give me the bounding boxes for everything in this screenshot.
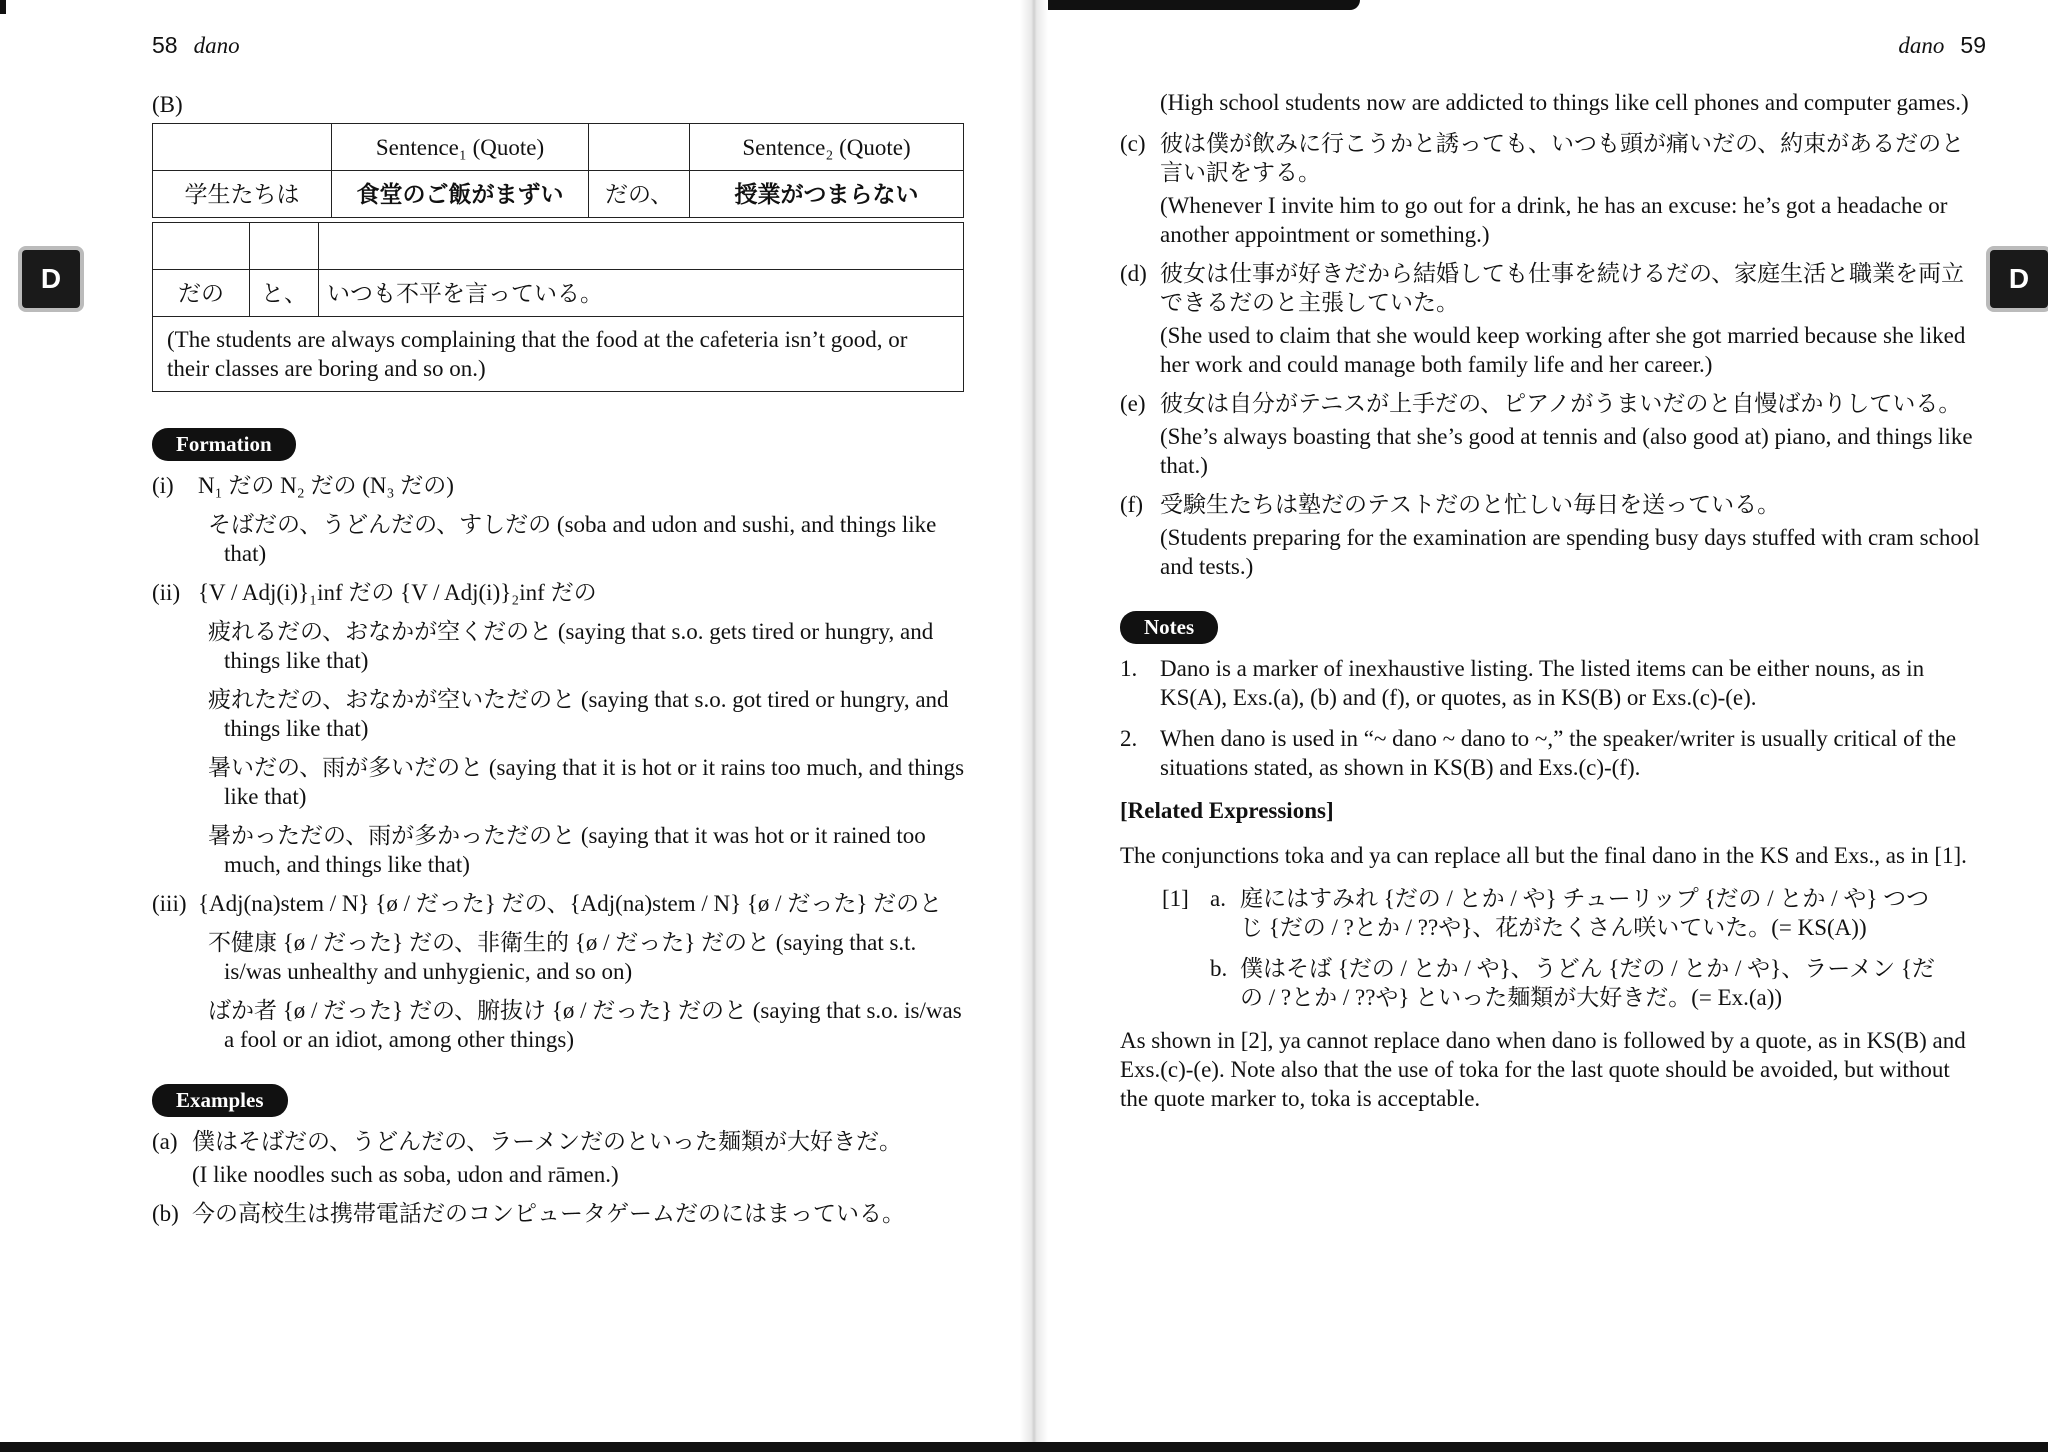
- left-content: [152, 90, 972, 1238]
- table-translation: (The students are always complaining that the food at the cafeteria isn’t good, or their classes are boring and so on.): [153, 317, 964, 392]
- related-intro: The conjunctions toka and ya can replace all but the final dano in the KS and Exs., as in [1].: [1120, 843, 1967, 868]
- example-item: [1120, 129, 1982, 249]
- example-marker: (e): [1120, 391, 1146, 416]
- note-marker: 1.: [1120, 656, 1138, 681]
- list-item: [1162, 954, 1982, 983]
- formation-example: 疲れただの、おなかが空いただのと (saying that s.o. got tired or hungry, and things like that): [208, 687, 949, 741]
- list-marker: [1]: [1162, 886, 1189, 911]
- running-head: dano: [1898, 33, 1945, 58]
- table-cell: いつも不平を言っている。: [319, 270, 964, 317]
- formation-item: [152, 889, 972, 918]
- formation-example: ばか者 {ø / だった} だの、腑抜け {ø / だった} だのと (saying that s.o. is/was a fool or an idiot, among other things): [208, 998, 962, 1052]
- table-cell: [153, 124, 332, 171]
- formation-rule: N₁ だの N₂ だの (N₃ だの): [198, 473, 454, 498]
- example-marker: (c): [1120, 131, 1146, 156]
- formation-example: 不健康 {ø / だった} だの、非衛生的 {ø / だった} だのと (saying that s.t. is/was unhealthy and unhygienic, and so on): [208, 930, 917, 984]
- table-cell: だの、: [589, 171, 690, 218]
- table-cell: [589, 124, 690, 171]
- letter-tab-d: D: [22, 250, 80, 308]
- example-japanese: 彼女は仕事が好きだから結婚しても仕事を続けるだの、家庭生活と職業を両立できるだのと主張していた。: [1160, 261, 1965, 315]
- list-marker-spacer: [1162, 954, 1210, 983]
- table-cell: [153, 223, 250, 270]
- example-item: [1120, 490, 1982, 581]
- table-cell: だの: [153, 270, 250, 317]
- key-sentence-table-continued: [152, 222, 964, 392]
- table-cell: [319, 223, 964, 270]
- example-translation: (She’s always boasting that she’s good at tennis and (also good at) piano, and things like that.): [1160, 424, 1973, 478]
- note-item: [1120, 654, 1982, 712]
- note-text: Dano is a marker of inexhaustive listing. The listed items can be either nouns, as in KS(A), Exs.(a), (b) and (f), or quotes, as in KS(B) or Exs.(c)-(e).: [1160, 656, 1925, 710]
- example-translation: (She used to claim that she would keep working after she got married because she liked her work and could manage both family life and her career.): [1160, 323, 1966, 377]
- table-row: [153, 171, 964, 218]
- letter-tab-d: D: [1990, 250, 2048, 308]
- list-line: 庭にはすみれ {だの / とか / や} チューリップ {だの / とか / や} つつ: [1240, 886, 1930, 911]
- item-marker: (ii): [152, 580, 181, 605]
- left-page: [0, 0, 1020, 1452]
- right-page: [1048, 0, 2048, 1452]
- table-cell: 食堂のご飯がまずい: [332, 171, 589, 218]
- table-cell: Sentence₂ (Quote): [690, 124, 964, 171]
- example-translation: (Students preparing for the examination are spending busy days stuffed with cram school and tests.): [1160, 525, 1980, 579]
- table-cell: と、: [250, 270, 319, 317]
- formation-example: 疲れるだの、おなかが空くだのと (saying that s.o. gets tired or hungry, and things like that): [208, 619, 934, 673]
- book-gutter: [1020, 0, 1048, 1452]
- formation-item: [152, 578, 972, 607]
- right-content: [1120, 88, 1982, 1113]
- running-head: dano: [193, 33, 240, 58]
- item-marker: (i): [152, 473, 174, 498]
- table-cell: 学生たちは: [153, 171, 332, 218]
- key-sentence-table: [152, 123, 964, 218]
- table-row: [153, 317, 964, 392]
- example-marker: (f): [1120, 492, 1143, 517]
- formation-item: [152, 471, 972, 500]
- formation-example: そばだの、うどんだの、すしだの (soba and udon and sushi, and things like that): [208, 512, 937, 566]
- example-marker: (a): [152, 1129, 178, 1154]
- example-item: [152, 1199, 972, 1228]
- table-cell: Sentence₁ (Quote): [332, 124, 589, 171]
- list-line: の / ?とか / ??や} といった麺類が大好きだ。(= Ex.(a)): [1240, 985, 1783, 1010]
- list-line: じ {だの / ?とか / ??や}、花がたくさん咲いていた。(= KS(A)): [1240, 915, 1867, 940]
- example-translation: (I like noodles such as soba, udon and rāmen.): [192, 1162, 619, 1187]
- example-item: [152, 1127, 972, 1189]
- related-expressions-heading: [Related Expressions]: [1120, 798, 1334, 823]
- formation-example: 暑かっただの、雨が多かっただのと (saying that it was hot or it rained too much, and things like that): [208, 823, 926, 877]
- section-label: (B): [152, 92, 183, 117]
- list-sub-marker: b.: [1210, 956, 1228, 981]
- example-japanese: 彼女は自分がテニスが上手だの、ピアノがうまいだのと自慢ばかりしている。: [1160, 391, 1962, 416]
- list-item: [1162, 884, 1982, 913]
- example-item: [1120, 259, 1982, 379]
- table-row: [153, 270, 964, 317]
- example-japanese: 受験生たちは塾だのテストだのと忙しい毎日を送っている。: [1160, 492, 1781, 517]
- table-row: [153, 124, 964, 171]
- example-japanese: 彼は僕が飲みに行こうかと誘っても、いつも頭が痛いだの、約束があるだのと言い訳をする。: [1160, 131, 1965, 185]
- notes-heading: Notes: [1120, 611, 1218, 644]
- page-number: 59: [1960, 32, 1986, 58]
- table-row: [153, 223, 964, 270]
- right-running-header: [1882, 32, 1986, 59]
- example-marker: (d): [1120, 261, 1147, 286]
- example-translation: (High school students now are addicted to things like cell phones and computer games.): [1160, 90, 1969, 115]
- list-sub-marker: a.: [1210, 886, 1226, 911]
- list-line: 僕はそば {だの / とか / や}、うどん {だの / とか / や}、ラーメン {だ: [1240, 956, 1935, 981]
- left-running-header: [152, 32, 256, 59]
- related-list: [1120, 884, 1982, 1012]
- table-cell: 授業がつまらない: [690, 171, 964, 218]
- item-marker: (iii): [152, 891, 187, 916]
- table-cell: [250, 223, 319, 270]
- formation-rule: {V / Adj(i)}₁inf だの {V / Adj(i)}₂inf だの: [198, 580, 597, 605]
- example-marker: (b): [152, 1201, 179, 1226]
- note-marker: 2.: [1120, 726, 1138, 751]
- formation-rule: {Adj(na)stem / N} {ø / だった} だの、{Adj(na)stem / N} {ø / だった} だのと: [198, 891, 943, 916]
- note-item: [1120, 724, 1982, 782]
- closing-paragraph: As shown in [2], ya cannot replace dano when dano is followed by a quote, as in KS(B) and Exs.(c)-(e). Note also that the use of toka for the last quote should be avoided, but without the quote marker to, toka is acceptable.: [1120, 1028, 1966, 1111]
- note-text: When dano is used in “~ dano ~ dano to ~,” the speaker/writer is usually critical of the situations stated, as shown in KS(B) and Exs.(c)-(f).: [1160, 726, 1957, 780]
- examples-heading: Examples: [152, 1084, 288, 1117]
- formation-heading: Formation: [152, 428, 296, 461]
- example-japanese: 今の高校生は携帯電話だのコンピュータゲームだのにはまっている。: [192, 1201, 905, 1226]
- page-number: 58: [152, 32, 178, 58]
- example-item: [1120, 389, 1982, 480]
- example-japanese: 僕はそばだの、うどんだの、ラーメンだのといった麺類が大好きだ。: [192, 1129, 903, 1154]
- example-translation: (Whenever I invite him to go out for a drink, he has an excuse: he’s got a headache or another appointment or something.): [1160, 193, 1948, 247]
- formation-example: 暑いだの、雨が多いだのと (saying that it is hot or it rains too much, and things like that): [208, 755, 965, 809]
